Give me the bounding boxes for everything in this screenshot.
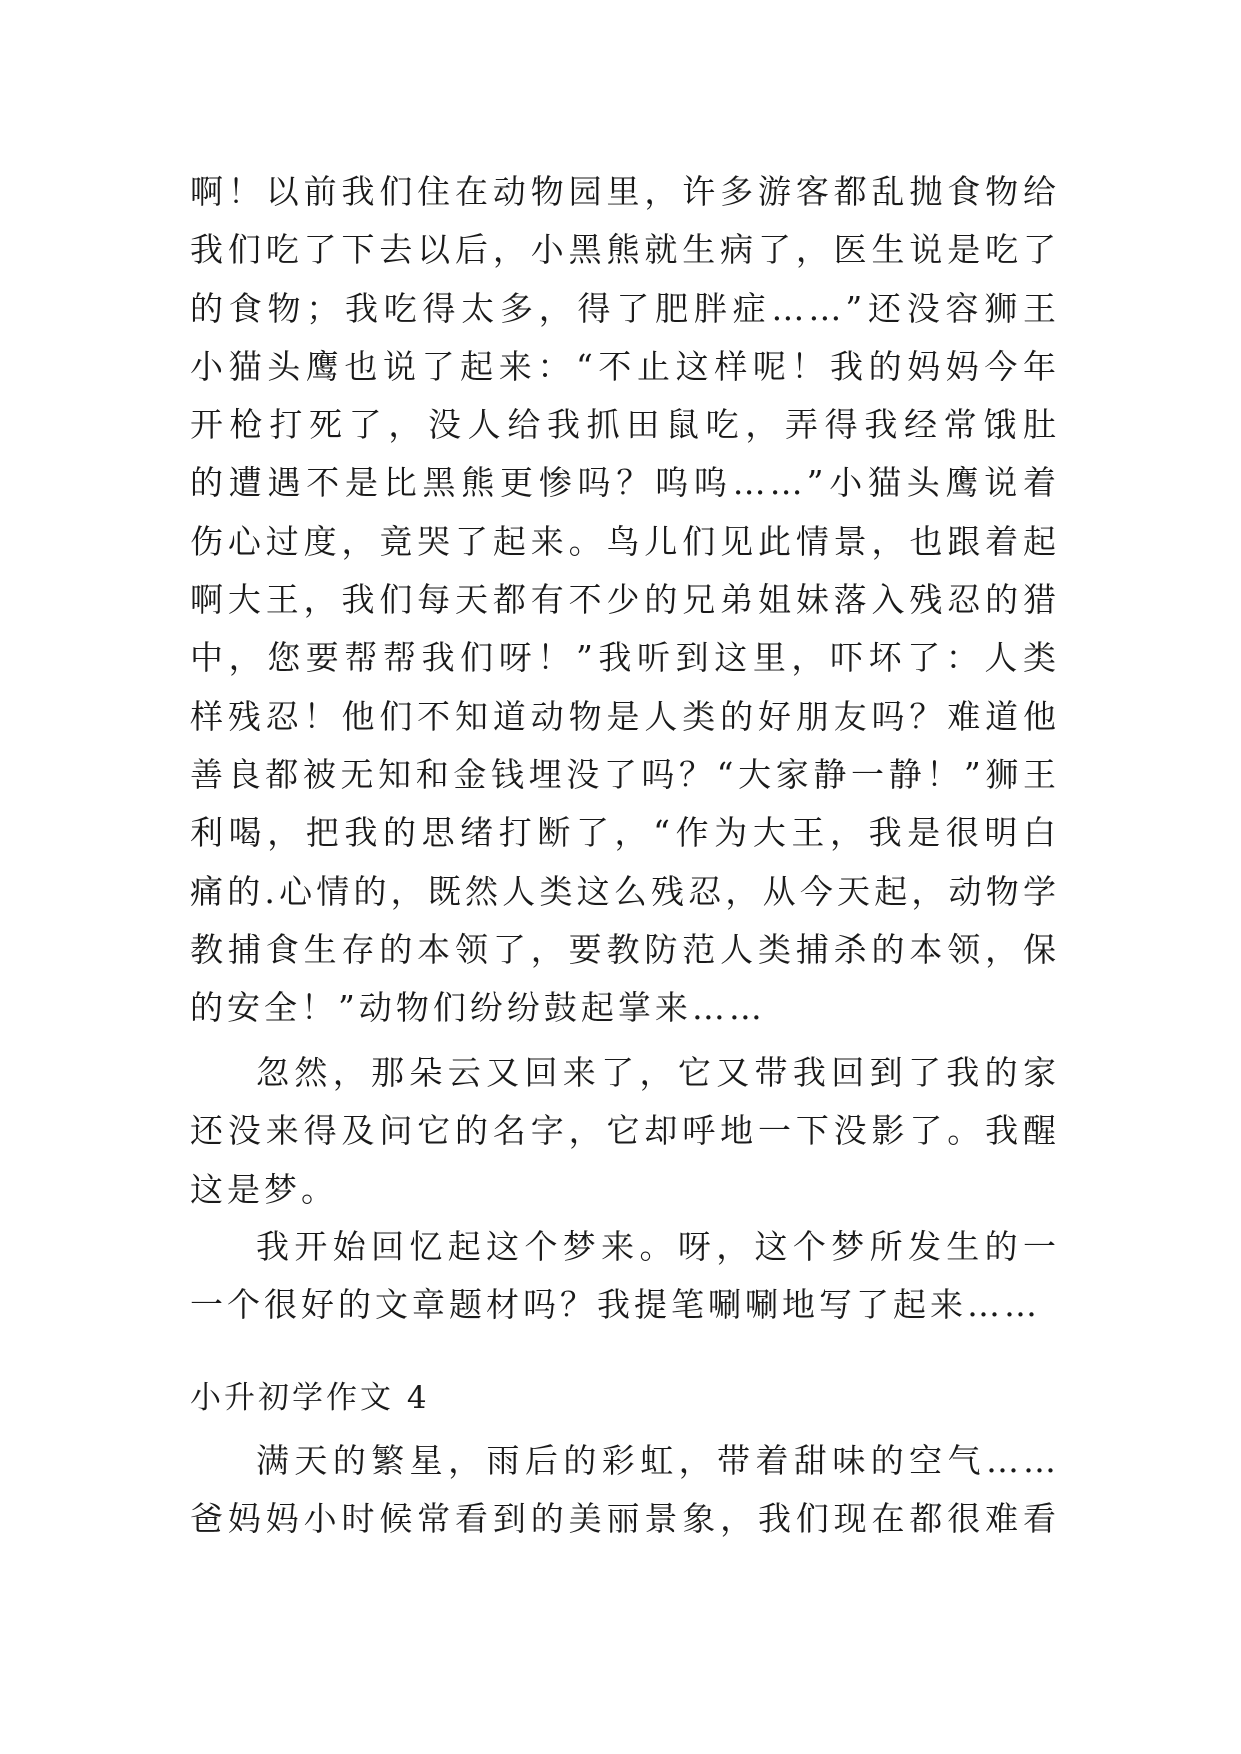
text-line: 我开始回忆起这个梦来。呀，这个梦所发生的一 [256,1227,1060,1266]
text-line: 中，您要帮帮我们呀！”我听到这里，吓坏了：人类 [190,638,1060,678]
text-line: 教捕食生存的本领了，要教防范人类捕杀的本领，保 [190,929,1060,969]
text-line: 忽然，那朵云又回来了，它又带我回到了我的家 [256,1053,1060,1092]
text-line: 的食物；我吃得太多，得了肥胖症……”还没容狮王 [190,288,1060,328]
text-line: 我们吃了下去以后，小黑熊就生病了，医生说是吃了 [190,230,1060,270]
text-line: 这是梦。 [190,1169,338,1209]
paragraph-1 [190,163,1060,1037]
text-line: 啊！以前我们住在动物园里，许多游客都乱抛食物给 [190,172,1060,211]
text-line: 开枪打死了，没人给我抓田鼠吃，弄得我经常饿肚 [190,405,1060,445]
text-line: 满天的繁星，雨后的彩虹，带着甜味的空气…… [256,1441,1060,1480]
text-line: 伤心过度，竟哭了起来。鸟儿们见此情景，也跟着起 [190,521,1060,561]
text-line: 爸妈妈小时候常看到的美丽景象，我们现在都很难看 [190,1499,1060,1539]
section-title: 小升初学作文 4 [190,1380,430,1416]
paragraph-3 [190,1218,1060,1335]
paragraph-2 [190,1044,1060,1219]
paragraph-4 [190,1432,1060,1549]
text-line: 还没来得及问它的名字，它却呼地一下没影了。我醒 [190,1111,1060,1151]
text-line: 啊大王，我们每天都有不少的兄弟姐妹落入残忍的猎 [190,580,1060,620]
text-line: 善良都被无知和金钱埋没了吗？“大家静一静！”狮王 [190,754,1060,794]
text-line: 的遭遇不是比黑熊更惨吗？呜呜……”小猫头鹰说着 [190,463,1060,503]
text-line: 的安全！”动物们纷纷鼓起掌来…… [190,988,766,1028]
text-line: 利喝，把我的思绪打断了，“作为大王，我是很明白 [190,813,1060,853]
text-line: 样残忍！他们不知道动物是人类的好朋友吗？难道他 [190,696,1060,736]
text-line: 一个很好的文章题材吗？我提笔唰唰地写了起来…… [190,1285,1041,1325]
text-line: 小猫头鹰也说了起来：“不止这样呢！我的妈妈今年 [190,346,1060,386]
text-line: 痛的.心情的，既然人类这么残忍，从今天起，动物学 [190,871,1060,911]
